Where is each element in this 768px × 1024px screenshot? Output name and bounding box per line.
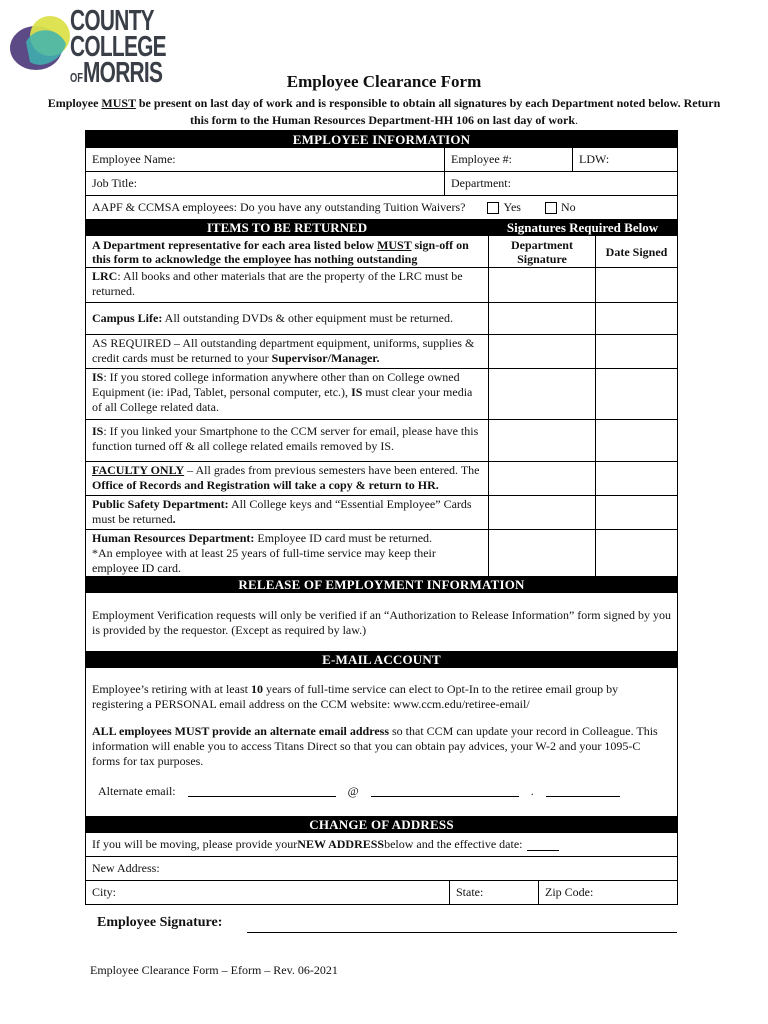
item-lrc-text: : All books and other materials that are the property of the LRC must be returned. — [92, 269, 463, 298]
alternate-email-domain-field[interactable] — [371, 785, 519, 797]
ldw-label: LDW: — [579, 152, 610, 166]
human-resources-date-cell[interactable] — [595, 530, 677, 576]
release-heading: RELEASE OF EMPLOYMENT INFORMATION — [86, 576, 677, 593]
moving-text-b: below and the effective date: — [384, 837, 523, 851]
items-intro-row — [86, 236, 677, 267]
items-intro-part1: A Department representative for each area listed below — [92, 238, 378, 252]
alternate-email-tld-field[interactable] — [546, 785, 620, 797]
lrc-date-cell[interactable] — [595, 268, 677, 302]
item-campus-life — [86, 303, 488, 334]
logo-line2: COLLEGE — [70, 31, 166, 63]
zip-field[interactable] — [538, 881, 677, 904]
yes-checkbox[interactable] — [487, 202, 499, 214]
item-public-safety — [86, 496, 488, 529]
item-row-lrc — [86, 267, 677, 302]
item-is1-text-a: : If you stored college information anywhere other than on College owned Equipment (ie: iPad, Tablet, personal computer, etc.), — [92, 370, 460, 399]
campus-life-signature-cell[interactable] — [488, 303, 595, 334]
logo-mark-icon — [6, 12, 72, 78]
faculty-signature-cell[interactable] — [488, 462, 595, 495]
items-heading: ITEMS TO BE RETURNED — [206, 220, 368, 235]
employee-name-field[interactable] — [86, 148, 444, 171]
no-label: No — [560, 200, 576, 214]
instructions-part1: Employee — [47, 96, 102, 110]
at-symbol: @ — [347, 784, 359, 798]
item-faculty — [86, 462, 488, 495]
job-title-label: Job Title: — [92, 176, 138, 190]
item-row-campus-life — [86, 302, 677, 334]
employee-name-label: Employee Name: — [92, 152, 176, 166]
moving-text-a: If you will be moving, please provide your — [92, 837, 298, 851]
logo-of: OF — [70, 70, 84, 85]
item-row-human-resources — [86, 529, 677, 576]
moving-bold: NEW ADDRESS — [297, 837, 385, 851]
date-signed-header: Date Signed — [595, 236, 677, 267]
new-address-row — [86, 856, 677, 880]
alternate-email-label: Alternate email: — [98, 784, 176, 798]
items-intro-must: MUST — [377, 238, 412, 252]
campus-life-date-cell[interactable] — [595, 303, 677, 334]
items-intro-part2: sign-off on this form to acknowledge the employee has nothing outstanding — [92, 238, 469, 266]
item-hr-note: *An employee with at least 25 years of full-time service may keep their employee ID card. — [92, 546, 436, 575]
item-row-faculty — [86, 461, 677, 495]
email-para2-text: so that CCM can update your record in Colleague. This information will enable you to access Titans Direct so that you can obtain pay advices, your W-2 and your 1095-C forms for tax purposes. — [92, 724, 658, 768]
item-is1-bold: IS — [92, 370, 104, 384]
email-alternate-paragraph — [92, 724, 671, 769]
items-heading-bar — [86, 219, 677, 236]
email-heading: E-MAIL ACCOUNT — [86, 651, 677, 668]
item-hr-bold: Human Resources Department: — [92, 531, 255, 545]
instructions-must: MUST — [101, 96, 136, 110]
form-title: Employee Clearance Form — [286, 72, 482, 91]
faculty-date-cell[interactable] — [595, 462, 677, 495]
employee-info-heading: EMPLOYEE INFORMATION — [86, 131, 677, 148]
item-is2-text: : If you linked your Smartphone to the CCM server for email, please have this function turned off & all college related emails removed by IS. — [92, 424, 479, 453]
form-instructions — [40, 95, 728, 129]
item-row-as-required — [86, 334, 677, 368]
logo-line3: MORRIS — [83, 57, 163, 89]
tuition-question — [86, 196, 677, 219]
item-row-public-safety — [86, 495, 677, 529]
items-intro — [86, 236, 488, 267]
new-address-label: New Address: — [92, 861, 160, 875]
public-safety-signature-cell[interactable] — [488, 496, 595, 529]
address-moving-row — [86, 833, 677, 856]
email-retiree-paragraph — [92, 682, 671, 712]
as-required-signature-cell[interactable] — [488, 335, 595, 368]
email-para2-bold: ALL employees MUST provide an alternate email address — [92, 724, 389, 738]
lrc-signature-cell[interactable] — [488, 268, 595, 302]
item-hr-text: Employee ID card must be returned. — [254, 531, 433, 545]
department-signature-header: Department Signature — [488, 236, 595, 267]
item-as-required-bold: Supervisor/Manager. — [271, 351, 380, 365]
dot-symbol: . — [530, 784, 534, 798]
ldw-field[interactable] — [572, 148, 677, 171]
alternate-email-user-field[interactable] — [188, 785, 336, 797]
item-faculty-bold2: Office of Records and Registration will take a copy & return to HR. — [92, 478, 439, 492]
human-resources-signature-cell[interactable] — [488, 530, 595, 576]
instructions-part2: be present on last day of work and is responsible to obtain all signatures by each Department noted below. Return this form to the Human Resources Department-HH 106 on last day of work — [135, 96, 721, 127]
item-campus-text: All outstanding DVDs & other equipment must be returned. — [162, 311, 453, 325]
state-field[interactable] — [449, 881, 538, 904]
zip-label: Zip Code: — [545, 885, 594, 899]
item-is1-bold2: IS — [351, 385, 363, 399]
department-field[interactable] — [444, 172, 677, 195]
item-is-storage — [86, 369, 488, 419]
city-field[interactable] — [86, 881, 449, 904]
is-smartphone-date-cell[interactable] — [595, 420, 677, 461]
item-lrc — [86, 268, 488, 302]
item-row-is-smartphone — [86, 419, 677, 461]
city-state-zip-row — [86, 880, 677, 904]
item-is2-bold: IS — [92, 424, 104, 438]
item-is1-text-b: must clear your media of all College related data. — [92, 385, 473, 414]
logo-line1: COUNTY — [70, 5, 154, 37]
effective-date-field[interactable] — [527, 839, 559, 851]
employee-signature-line[interactable] — [247, 932, 677, 933]
new-address-field[interactable] — [86, 857, 677, 880]
item-as-required — [86, 335, 488, 368]
email-section — [86, 668, 677, 816]
instructions-end: . — [575, 113, 579, 127]
is-smartphone-signature-cell[interactable] — [488, 420, 595, 461]
item-is-smartphone — [86, 420, 488, 461]
email-para1-b: 10 — [250, 682, 263, 696]
is-storage-signature-cell[interactable] — [488, 369, 595, 419]
item-as-required-text: AS REQUIRED – All outstanding department equipment, uniforms, supplies & credit cards must be returned to your — [92, 336, 475, 365]
alternate-email-line — [92, 784, 671, 799]
release-text: Employment Verification requests will only be verified if an “Authorization to Release Information” form signed by you is provided by the requestor. (Except as required by law.) — [92, 608, 671, 637]
state-label: State: — [456, 885, 484, 899]
department-label: Department: — [451, 176, 511, 190]
item-campus-bold: Campus Life: — [92, 311, 163, 325]
form-footer: Employee Clearance Form – Eform – Rev. 06-2021 — [90, 963, 338, 977]
yes-label: Yes — [503, 200, 521, 214]
no-checkbox[interactable] — [545, 202, 557, 214]
item-human-resources — [86, 530, 488, 576]
item-safety-end: . — [172, 512, 176, 526]
tuition-row — [86, 195, 677, 219]
signatures-heading: Signatures Required Below — [506, 220, 659, 235]
clearance-form — [85, 130, 678, 905]
email-para1-c: years of full-time service can elect to Opt-In to the retiree email group by registering a PERSONAL email address on the CCM website: www.ccm.edu/retiree-email/ — [92, 682, 619, 711]
employee-number-label: Employee #: — [451, 152, 512, 166]
as-required-date-cell[interactable] — [595, 335, 677, 368]
item-safety-text: All College keys and “Essential Employee” Cards must be returned — [92, 497, 472, 526]
city-label: City: — [92, 885, 117, 899]
address-heading: CHANGE OF ADDRESS — [86, 816, 677, 833]
is-storage-date-cell[interactable] — [595, 369, 677, 419]
employee-row-1 — [86, 148, 677, 171]
employee-signature-label: Employee Signature: — [97, 915, 223, 930]
item-faculty-bold: FACULTY ONLY — [92, 463, 185, 477]
public-safety-date-cell[interactable] — [595, 496, 677, 529]
email-para1-a: Employee’s retiring with at least — [92, 682, 251, 696]
item-faculty-text: – All grades from previous semesters have been entered. The — [184, 463, 480, 477]
item-safety-bold: Public Safety Department: — [92, 497, 229, 511]
item-lrc-bold: LRC — [92, 269, 118, 283]
employee-row-2 — [86, 171, 677, 195]
tuition-question-label: AAPF & CCMSA employees: Do you have any outstanding Tuition Waivers? — [92, 200, 466, 214]
item-row-is-storage — [86, 368, 677, 419]
job-title-field[interactable] — [86, 172, 444, 195]
employee-number-field[interactable] — [444, 148, 572, 171]
moving-instruction — [86, 833, 677, 856]
